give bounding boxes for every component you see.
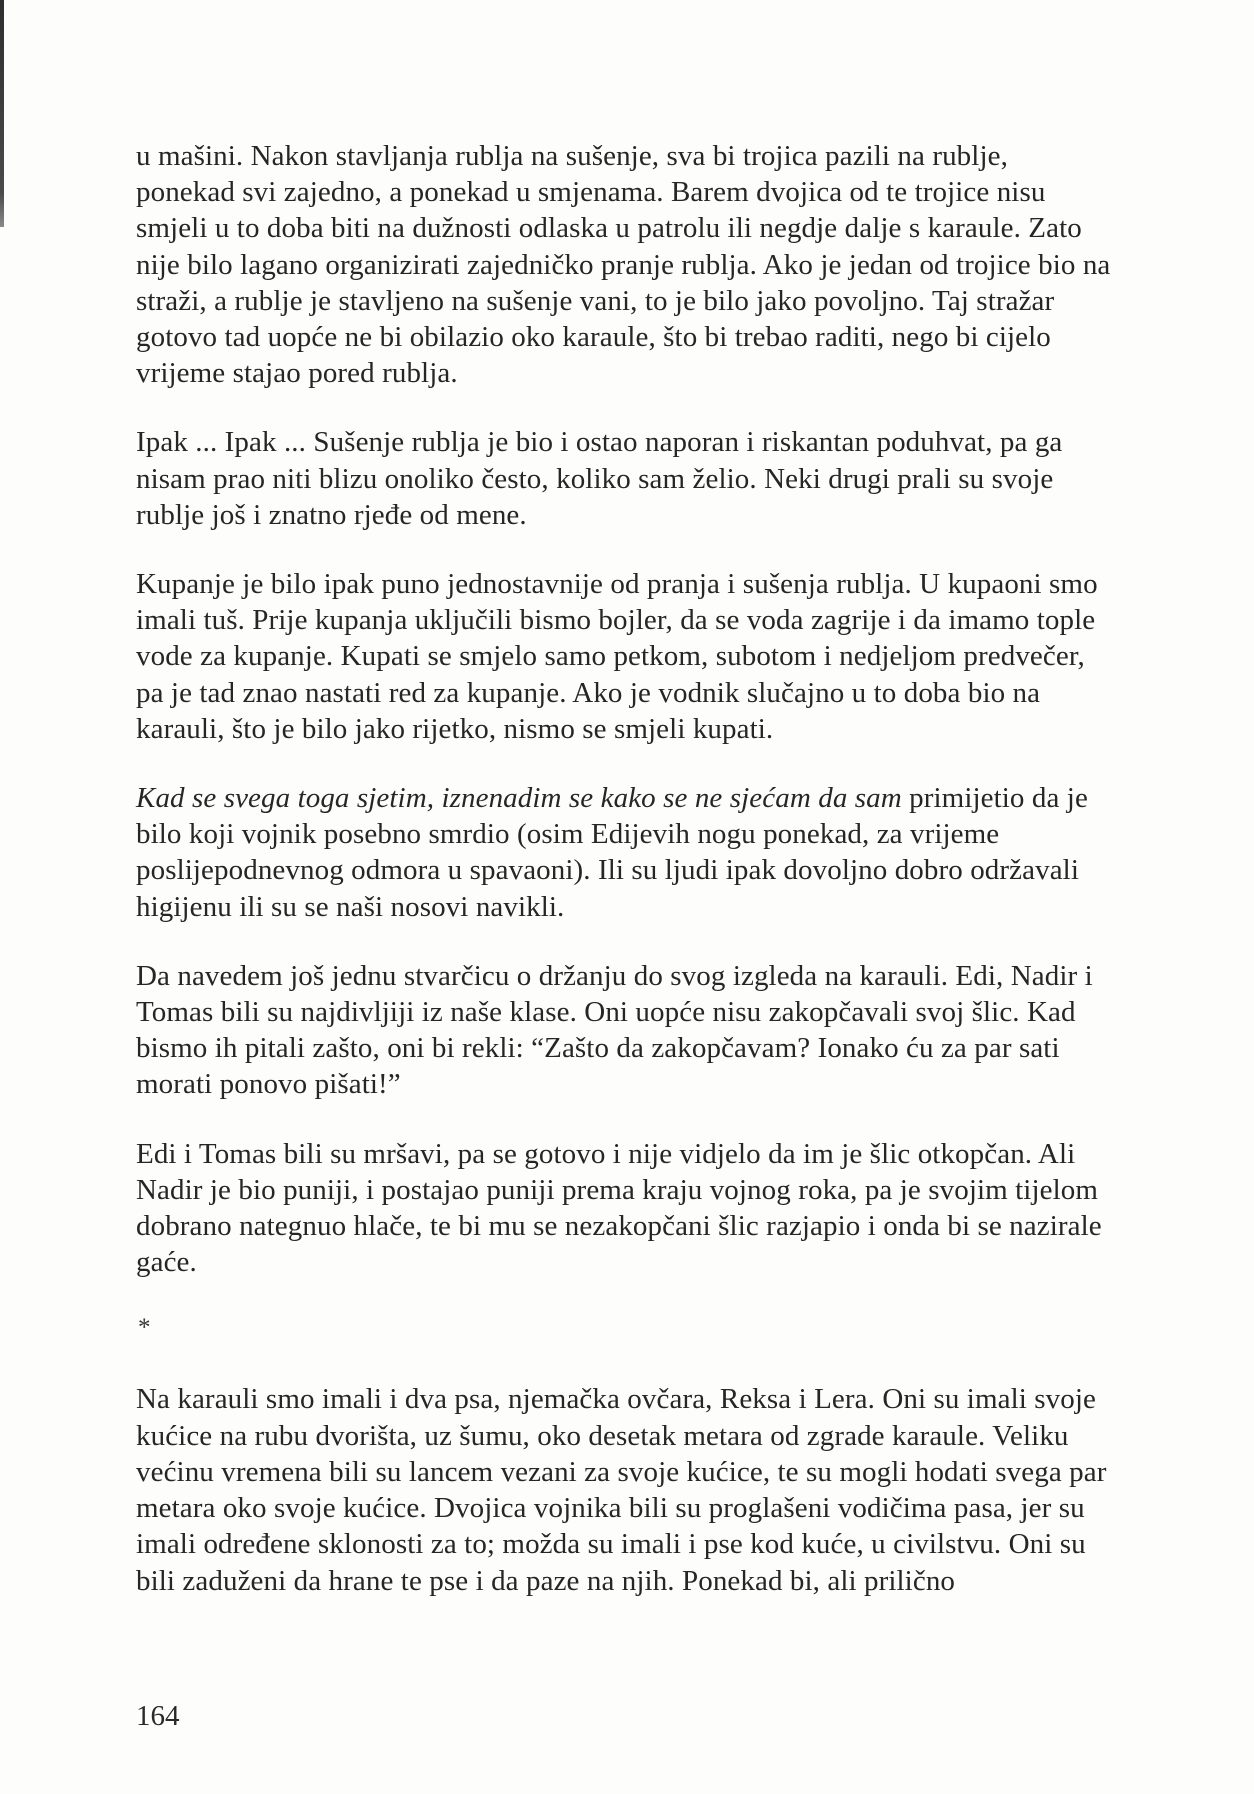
paragraph-1: u mašini. Nakon stavljanja rublja na sušenje, sva bi trojica pazili na rublje, ponekad svi zajedno, a ponekad u smjenama. Barem dvojica od te trojice nisu smjeli u to doba biti na dužnosti odlaska u patrolu ili negdje dalje s karaule. Zato nije bilo lagano organizirati zajedničko pranje rublja. Ako je jedan od trojice bio na straži, a rublje je stavljeno na sušenje vani, to je bilo jako povoljno. Taj stražar gotovo tad uopće ne bi obilazio oko karaule, što bi trebao raditi, nego bi cijelo vrijeme stajao pored rublja. (136, 140, 1111, 390)
paragraph-2: Ipak ... Ipak ... Sušenje rublja je bio i ostao naporan i riskantan poduhvat, pa ga nisam prao niti blizu onoliko često, koliko sam želio. Neki drugi prali su svoje rublje još i znatno rjeđe od mene. (136, 426, 1063, 531)
paragraph-5: Da navedem još jednu stvarčicu o držanju do svog izgleda na karauli. Edi, Nadir i Tomas bili su najdivljiji iz naše klase. Oni uopće nisu zakopčavali svoj šlic. Kad bismo ih pitali zašto, oni bi rekli: “Zašto da zakopčavam? Ionako ću za par sati morati ponovo pišati!” (136, 959, 1093, 1101)
section-separator: * (138, 1314, 151, 1342)
page-number: 164 (136, 1700, 180, 1732)
paragraph-4-italic-lead: Kad se svega toga sjetim, iznenadim se kako se ne sjećam da sam (136, 782, 902, 815)
paragraph-7: Na karauli smo imali i dva psa, njemačka ovčara, Reksa i Lera. Oni su imali svoje kućice na rubu dvorišta, uz šumu, oko desetak metara od zgrade karaule. Veliku većinu vremena bili su lancem vezani za svoje kućice, te su mogli hodati svega par metara oko svoje kućice. Dvojica vojnika bili su proglašeni vodičima pasa, jer su imali određene sklonosti za to; možda su imali i pse kod kuće, u civilstvu. Oni su bili zaduženi da hrane te pse i da paze na njih. Ponekad bi, ali prilično (136, 1383, 1107, 1597)
text-block (136, 138, 1111, 1599)
paragraph-4 (136, 780, 1111, 925)
paragraph-3: Kupanje je bilo ipak puno jednostavnije od pranja i sušenja rublja. U kupaoni smo imali tuš. Prije kupanja uključili bismo bojler, da se voda zagrije i da imamo tople vode za kupanje. Kupati se smjelo samo petkom, subotom i nedjeljom predvečer, pa je tad znao nastati red za kupanje. Ako je vodnik slučajno u to doba bio na karauli, što je bilo jako rijetko, nismo se smjeli kupati. (136, 568, 1098, 745)
paragraph-6: Edi i Tomas bili su mršavi, pa se gotovo i nije vidjelo da im je šlic otkopčan. Ali Nadir je bio puniji, i postajao puniji prema kraju vojnog roka, pa je svojim tijelom dobrano nategnuo hlače, te bi mu se nezakopčani šlic razjapio i onda bi se nazirale gaće. (136, 1137, 1102, 1279)
paragraph-4-rest: primijetio da je bilo koji vojnik posebno smrdio (osim Edijevih nogu ponekad, za vrijeme poslijepodnevnog odmora u spavaoni). Ili su ljudi ipak dovoljno dobro održavali higijenu ili su se naši nosovi navikli. (136, 782, 1088, 923)
scan-edge-artifact (0, 0, 4, 227)
